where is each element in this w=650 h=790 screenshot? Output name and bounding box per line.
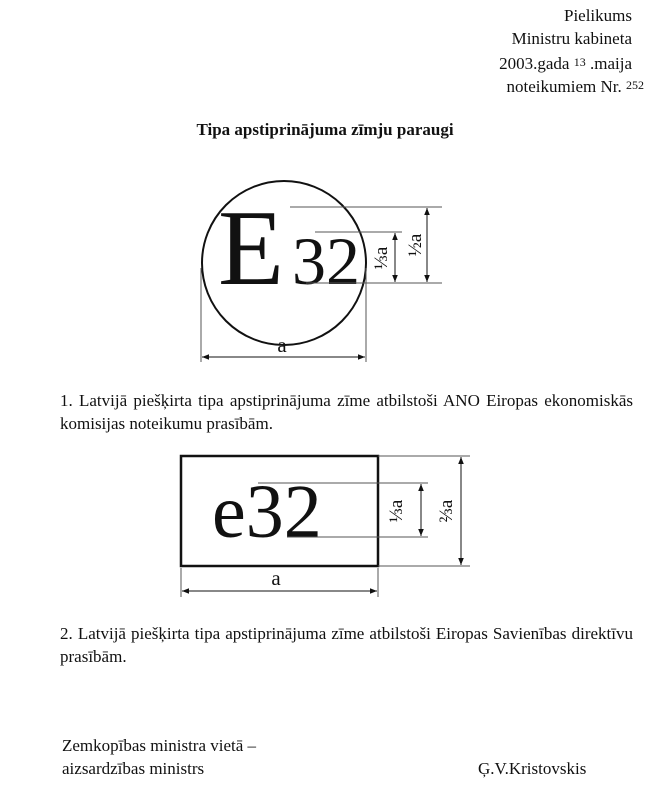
paragraph-1 (60, 389, 633, 435)
date-day: 13 (573, 55, 586, 69)
figure-2-rectangle-mark (181, 456, 470, 597)
regulation-prefix: noteikumiem Nr. (506, 77, 626, 96)
mark-text-e32: e32 (212, 470, 322, 554)
paragraph-1-text: 1. Latvijā piešķirta tipa apstiprinājuma zīme atbilstoši ANO Eiropas ekonomiskās komisijas noteikumu prasībām. (60, 391, 633, 433)
dim-width: a (271, 566, 281, 590)
figure-1-circle-mark (201, 181, 442, 362)
signature-role-line-2: aizsardzības ministrs (62, 759, 205, 778)
dim-one-third: ⅓a (386, 499, 407, 523)
date-suffix: .maija (585, 54, 632, 73)
paragraph-2-text: 2. Latvijā piešķirta tipa apstiprinājuma zīme atbilstoši Eiropas Savienības direktīvu prasībām. (60, 624, 633, 666)
dim-width: a (277, 333, 287, 357)
mark-letter-E: E (218, 189, 284, 308)
signature-role-line-1: Zemkopības ministra vietā – (62, 736, 257, 755)
signature-name: Ģ.V.Kristovskis (478, 759, 587, 778)
dim-one-half: ½a (405, 233, 426, 257)
page-title: Tipa apstiprinājuma zīmju paraugi (196, 120, 454, 139)
dim-one-third: ⅓a (371, 246, 392, 270)
header-line-2: Ministru kabineta (511, 29, 632, 48)
date-prefix: 2003.gada (499, 54, 574, 73)
mark-number: 32 (292, 223, 360, 299)
header-line-1: Pielikums (563, 6, 632, 25)
paragraph-2 (60, 622, 633, 668)
regulation-number: 252 (626, 78, 644, 92)
dim-two-thirds: ⅔a (436, 499, 457, 523)
